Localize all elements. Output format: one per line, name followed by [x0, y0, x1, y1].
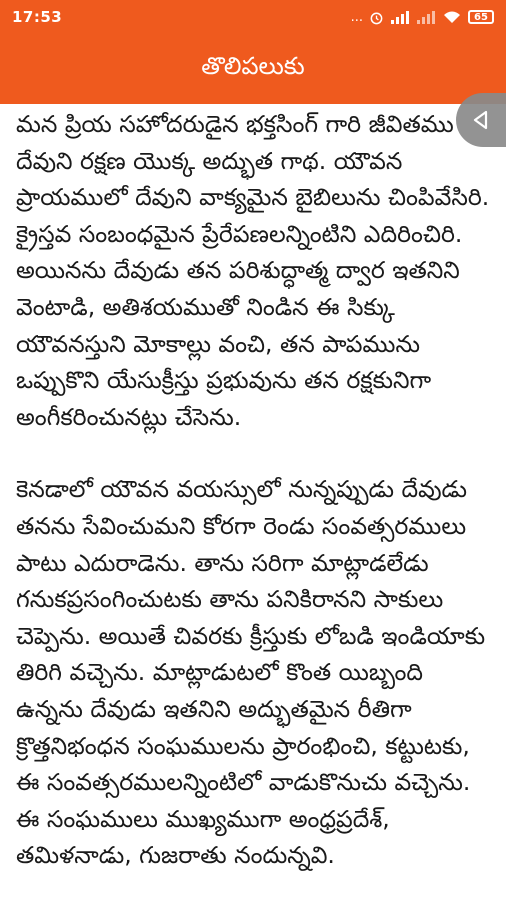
signal-icon: [390, 10, 410, 24]
status-bar: [0, 0, 506, 34]
back-button[interactable]: [456, 93, 506, 147]
paragraph-1: మన ప్రియ సహోదరుడైన భక్తసింగ్ గారి జీవితము దేవుని రక్షణ యొక్క అద్భుత గాథ. యౌవన ప్రాయములో దేవుని వాక్యమైన బైబిలును చింపివేసిరి. క్రైస్తవ సంబంధమైన ప్రేరేపణలన్నింటిని ఎదిరించిరి. అయినను దేవుడు తన పరిశుద్ధాత్మ ద్వార ఇతనిని వెంటాడి, అతిశయముతో నిండిన ఈ సిక్కు యౌవనస్తుని మోకాల్లు వంచి, తన పాపమును ఒప్పుకొని యేసుక్రీస్తు ప్రభువును తన రక్షకునిగా అంగీకరించునట్లు చేసెను.: [16, 110, 490, 431]
status-time: 17:53: [12, 8, 63, 26]
article-body[interactable]: [0, 104, 506, 900]
alarm-icon: [369, 10, 384, 25]
notification-dots: ...: [350, 9, 363, 25]
wifi-icon: [442, 10, 462, 24]
paragraph-2: కెనడాలో యౌవన వయస్సులో నున్నప్పుడు దేవుడు తనను సేవించుమని కోరగా రెండు సంవత్సరములు పాటు ఎదురాడెను. తాను సరిగా మాట్లాడలేడు గనుకప్రసంగించుటకు తాను పనికిరానని సాకులు చెప్పెను. అయితే చివరకు క్రీస్తుకు లోబడి ఇండియాకు తిరిగి వచ్చెను. మాట్లాడుటలో కొంత యిబ్బంది ఉన్నను దేవుడు ఇతనిని అద్భుతమైన రీతిగా క్రొత్తనిభంధన సంఘములను ప్రారంభించి, కట్టుటకు, ఈ సంవత్సరములన్నింటిలో వాడుకొనుచు వచ్చెను. ఈ సంఘములు ముఖ్యముగా అంధ్రప్రదేశ్, తమిళనాడు, గుజరాతు నందున్నవి.: [16, 475, 486, 870]
app-bar: [0, 34, 506, 104]
triangle-left-icon: [470, 109, 492, 131]
page-title: తొలిపలుకు: [201, 52, 305, 80]
status-icons: [351, 10, 494, 25]
signal-2-icon: [416, 10, 436, 24]
battery-icon: 65: [468, 10, 494, 24]
